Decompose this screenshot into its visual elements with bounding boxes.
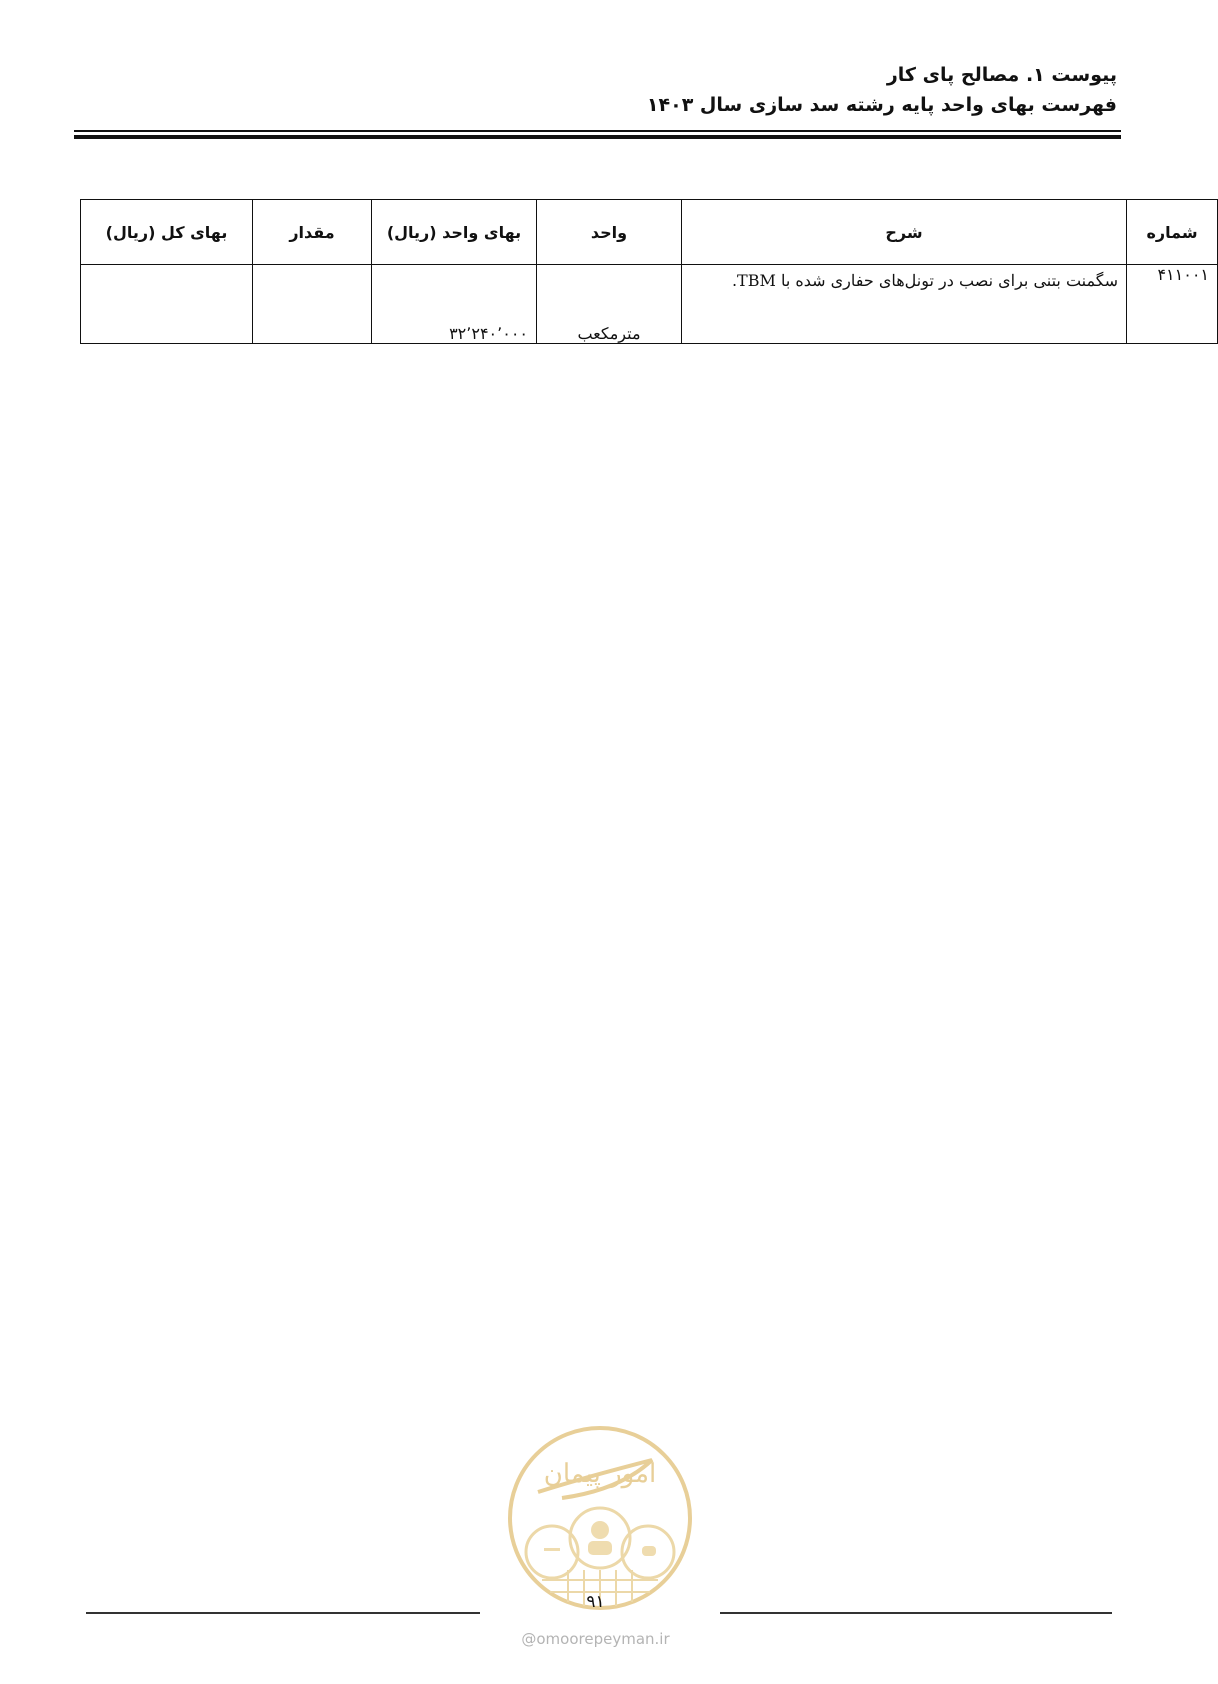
omoorepeyman-logo-watermark [502,1420,698,1616]
footer-rule-left [86,1612,480,1614]
svg-text:امور پیمان: امور پیمان [543,1459,657,1489]
header-unit-price: بهای واحد (ریال) [372,200,537,265]
header-rule-thick [74,135,1121,139]
site-watermark [0,1630,1191,1648]
table-header-row [81,200,1218,265]
header-rule-thin [74,130,1121,132]
header-total-price: بهای کل (ریال) [81,200,253,265]
header-title: پیوست ۱. مصالح پای کار [886,64,1117,86]
price-list-table [80,199,1218,344]
header-code: شماره [1127,200,1218,265]
table-row [81,265,1218,344]
cell-code: ۴۱۱۰۰۱ [1127,265,1218,344]
page-header [67,60,1117,120]
site-url: omoorepeyman.ir [536,1630,670,1648]
header-description: شرح [682,200,1127,265]
cell-quantity [253,265,372,344]
cell-unit: مترمکعب [537,265,682,344]
at-icon: @ [521,1630,537,1648]
header-subtitle: فهرست بهای واحد پایه رشته سد سازی سال ۱۴۰۳ [646,94,1117,116]
footer-rule-right [720,1612,1112,1614]
header-unit: واحد [537,200,682,265]
cell-description: سگمنت بتنی برای نصب در تونل‌های حفاری شده با TBM. [682,265,1127,344]
cell-unit-price: ۳۲٬۲۴۰٬۰۰۰ [372,265,537,344]
page-number: ۹۱ [586,1592,605,1612]
cell-total-price [81,265,253,344]
header-quantity: مقدار [253,200,372,265]
